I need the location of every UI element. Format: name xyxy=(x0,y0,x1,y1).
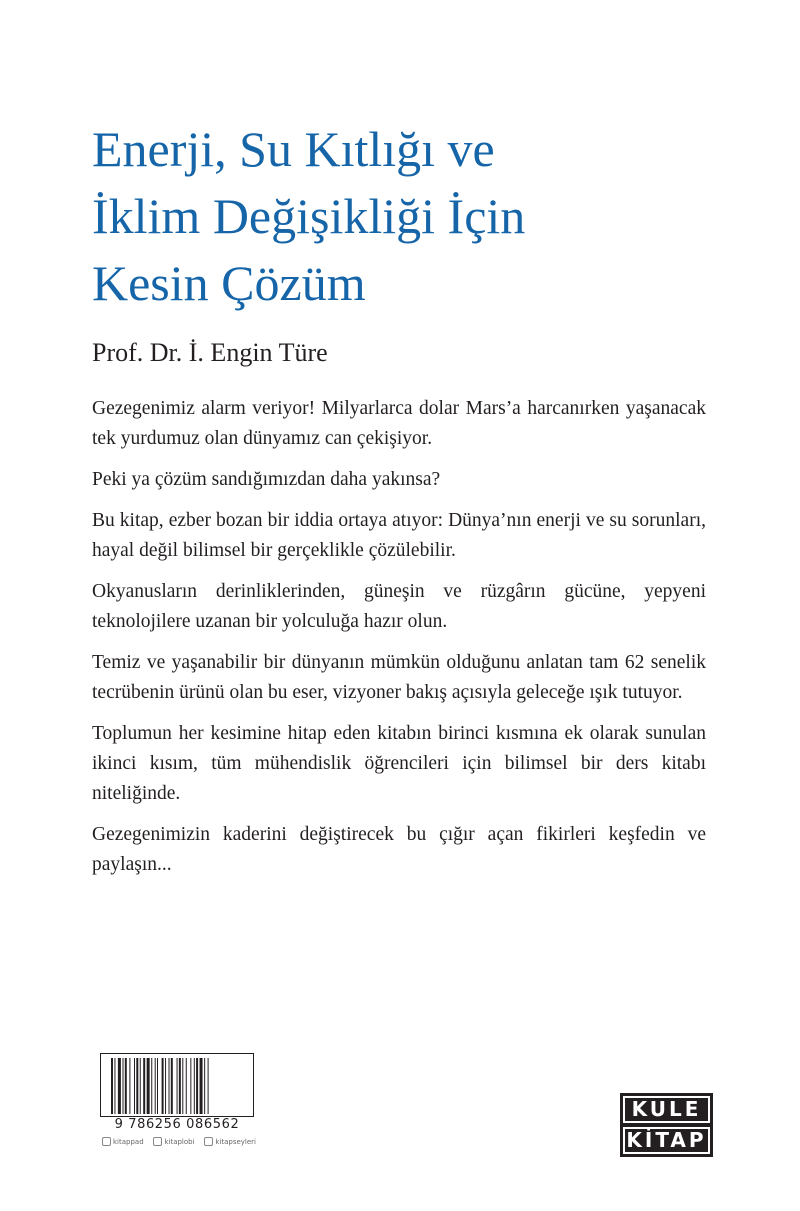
barcode-bar xyxy=(123,1058,124,1114)
barcode-bar xyxy=(208,1058,209,1114)
barcode-bar xyxy=(165,1058,166,1114)
barcode-bar xyxy=(169,1058,170,1114)
barcode-bar xyxy=(190,1058,191,1114)
blurb-paragraph: Gezegenimizin kaderini değiştirecek bu çığır açan fikirleri keşfedin ve paylaşın... xyxy=(92,824,706,875)
barcode-bar xyxy=(151,1058,152,1114)
barcode-bar xyxy=(143,1058,145,1114)
blurb-paragraph: Okyanusların derinliklerinden, güneşin ve rüzgârın gücüne, yepyeni teknolojilere uzanan bir yolculuğa hazır olun. xyxy=(92,581,706,632)
barcode-bar xyxy=(140,1058,141,1114)
barcode-bar xyxy=(157,1058,158,1114)
blurb-paragraph: Toplumun her kesimine hitap eden kitabın birinci kısmına ek olarak sunulan ikinci kısım, tüm mühendislik öğrencileri için bilimsel bir ders kitabı niteliğinde. xyxy=(92,723,706,804)
title-line-3: Kesin Çözüm xyxy=(92,255,366,311)
barcode-bar xyxy=(147,1058,150,1114)
isbn-number: 9 786256 086562 xyxy=(114,1117,240,1132)
barcode-bar xyxy=(171,1058,173,1114)
barcode-bar xyxy=(179,1058,181,1114)
store-logo-kitapseyleri: kitapseyleri xyxy=(204,1137,256,1146)
barcode-bar xyxy=(136,1058,138,1114)
back-cover-blurb xyxy=(92,394,706,891)
barcode-bar xyxy=(204,1058,205,1114)
barcode-bar xyxy=(111,1058,113,1114)
barcode-bars xyxy=(111,1058,245,1114)
barcode-bar xyxy=(118,1058,121,1114)
blurb-paragraph: Temiz ve yaşanabilir bir dünyanın mümkün olduğunu anlatan tam 62 senelik tecrübenin ürünü olan bu eser, vizyoner bakış açısıyla geleceğe ışık tutuyor. xyxy=(92,652,706,703)
barcode-bar xyxy=(134,1058,135,1114)
barcode-bar xyxy=(186,1058,187,1114)
book-title xyxy=(92,116,732,317)
barcode-bar xyxy=(194,1058,195,1114)
isbn-barcode-block xyxy=(100,1053,254,1151)
blurb-paragraph: Gezegenimiz alarm veriyor! Milyarlarca dolar Mars’a harcanırken yaşanacak tek yurdumuz olan dünyamız can çekişiyor. xyxy=(92,398,706,449)
barcode-bar xyxy=(182,1058,183,1114)
store-logo-kitaplobi: kitaplobi xyxy=(153,1137,194,1146)
barcode-bar xyxy=(162,1058,164,1114)
store-logos xyxy=(102,1137,256,1146)
title-line-1: Enerji, Su Kıtlığı ve xyxy=(92,121,495,177)
barcode-bar xyxy=(129,1058,130,1114)
store-logo-kitappad: kitappad xyxy=(102,1137,144,1146)
title-line-2: İklim Değişikliği İçin xyxy=(92,188,526,244)
barcode-bar xyxy=(196,1058,198,1114)
barcode-bar xyxy=(155,1058,156,1114)
publisher-logo xyxy=(620,1093,713,1157)
blurb-paragraph: Peki ya çözüm sandığımızdan daha yakınsa? xyxy=(92,469,441,490)
publisher-logo-line-1: KULE xyxy=(623,1096,710,1123)
author-name: Prof. Dr. İ. Engin Türe xyxy=(92,338,328,367)
publisher-logo-line-2: KİTAP xyxy=(623,1127,710,1154)
barcode-bar xyxy=(114,1058,115,1114)
barcode xyxy=(100,1053,254,1117)
barcode-bar xyxy=(177,1058,178,1114)
barcode-bar xyxy=(200,1058,203,1114)
blurb-paragraph: Bu kitap, ezber bozan bir iddia ortaya atıyor: Dünya’nın enerji ve su sorunları, hayal değil bilimsel bir gerçeklikle çözülebilir. xyxy=(92,510,706,561)
barcode-bar xyxy=(125,1058,127,1114)
